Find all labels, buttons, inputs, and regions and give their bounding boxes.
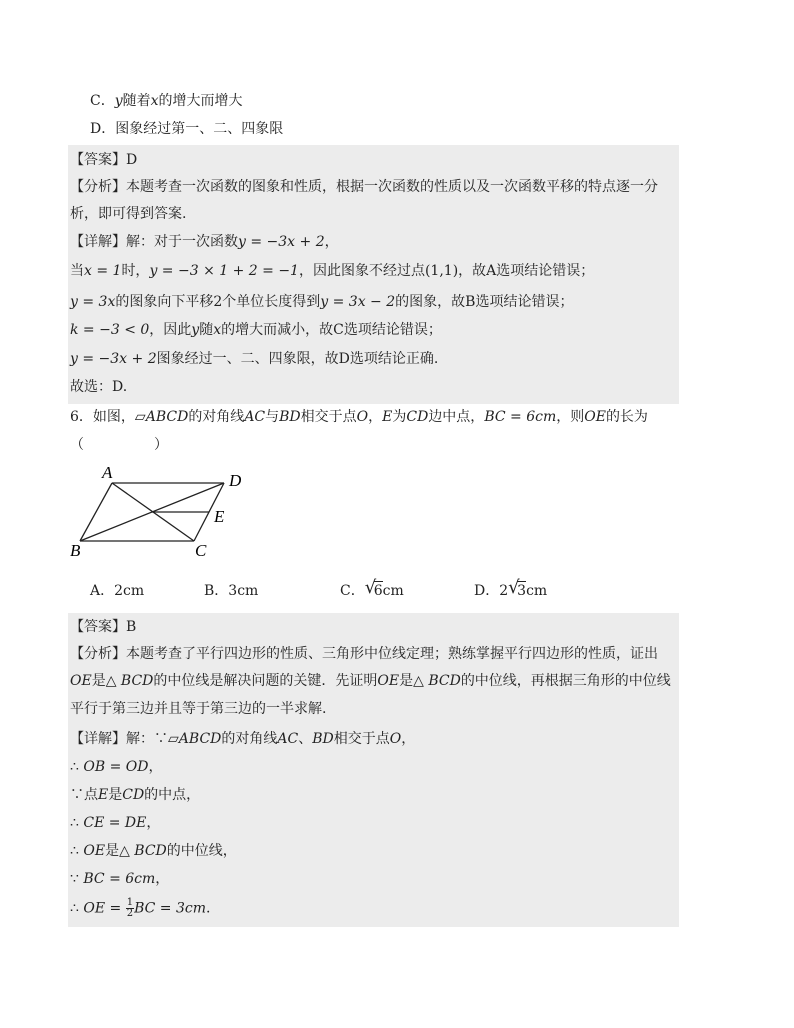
detail-line-5: y = −3x + 2图象经过一、二、四象限，故D选项结论正确. — [70, 351, 439, 367]
question-6-stem: 6．如图，▱ABCD的对角线AC与BD相交于点O，E为CD边中点，BC = 6cm，则OE的长为 — [70, 409, 648, 425]
detail2-line-2: ∴ OB = OD， — [70, 759, 163, 775]
parallelogram-figure — [65, 462, 255, 562]
analysis-line-2: 析，即可得到答案. — [70, 206, 187, 222]
detail-line-4: k = −3 < 0，因此y随x的增大而减小，故C选项结论错误； — [70, 322, 442, 338]
option-c: C．y随着x的增大而增大 — [90, 93, 243, 109]
label-d: D — [229, 471, 242, 490]
fraction-one-half: $\frac{1}{2}$ — [126, 897, 134, 919]
detail2-line-3: ∵点E是CD的中点， — [70, 787, 201, 803]
option-d: D．图象经过第一、二、四象限 — [90, 121, 284, 137]
detail2-line-6: ∵ BC = 6cm， — [70, 871, 170, 887]
detail2-line-7: ∴ OE = $\frac{1}{2}$ BC = 3cm. — [70, 897, 211, 919]
question-6-blank: （ ） — [70, 437, 168, 453]
label-e: E — [214, 507, 225, 526]
detail-line-1: 【详解】解：对于一次函数y = −3x + 2， — [70, 234, 339, 250]
answer2-line-1: 【答案】B — [70, 619, 137, 635]
label-a: A — [102, 463, 113, 482]
detail-line-3: y = 3x的图象向下平移2个单位长度得到y = 3x − 2的图象，故B选项结论错误； — [70, 294, 574, 310]
side-ab — [80, 483, 112, 541]
detail-line-2: 当x = 1时，y = −3 × 1 + 2 = −1，因此图象不经过点(1,1)，故A选项结论错误； — [70, 263, 595, 279]
analysis2-line-3: 平行于第三边并且等于第三边的一半求解. — [70, 701, 327, 717]
analysis-line-1: 【分析】本题考查一次函数的图象和性质，根据一次函数的性质以及一次函数平移的特点逐一分 — [70, 179, 658, 195]
detail2-line-5: ∴ OE是△ BCD的中位线， — [70, 843, 237, 859]
label-c: C — [195, 541, 207, 560]
detail-line-6: 故选：D. — [70, 379, 128, 395]
choice-a: A．2cm — [90, 583, 145, 599]
choice-d: D．2 √ 3cm — [474, 577, 548, 599]
label-b: B — [70, 541, 81, 560]
choice-b: B．3cm — [204, 583, 259, 599]
analysis2-line-2: OE是△ BCD的中位线是解决问题的关键．先证明OE是△ BCD的中位线，再根据三角形的中位线 — [70, 673, 671, 689]
detail2-line-4: ∴ CE = DE， — [70, 815, 161, 831]
answer-line-1: 【答案】D — [70, 152, 138, 168]
choice-c: C． √ 6cm — [340, 577, 404, 599]
detail2-line-1: 【详解】解：∵▱ABCD的对角线AC、BD相交于点O， — [70, 731, 416, 747]
analysis2-line-1: 【分析】本题考查了平行四边形的性质、三角形中位线定理；熟练掌握平行四边形的性质，证出 — [70, 646, 658, 662]
